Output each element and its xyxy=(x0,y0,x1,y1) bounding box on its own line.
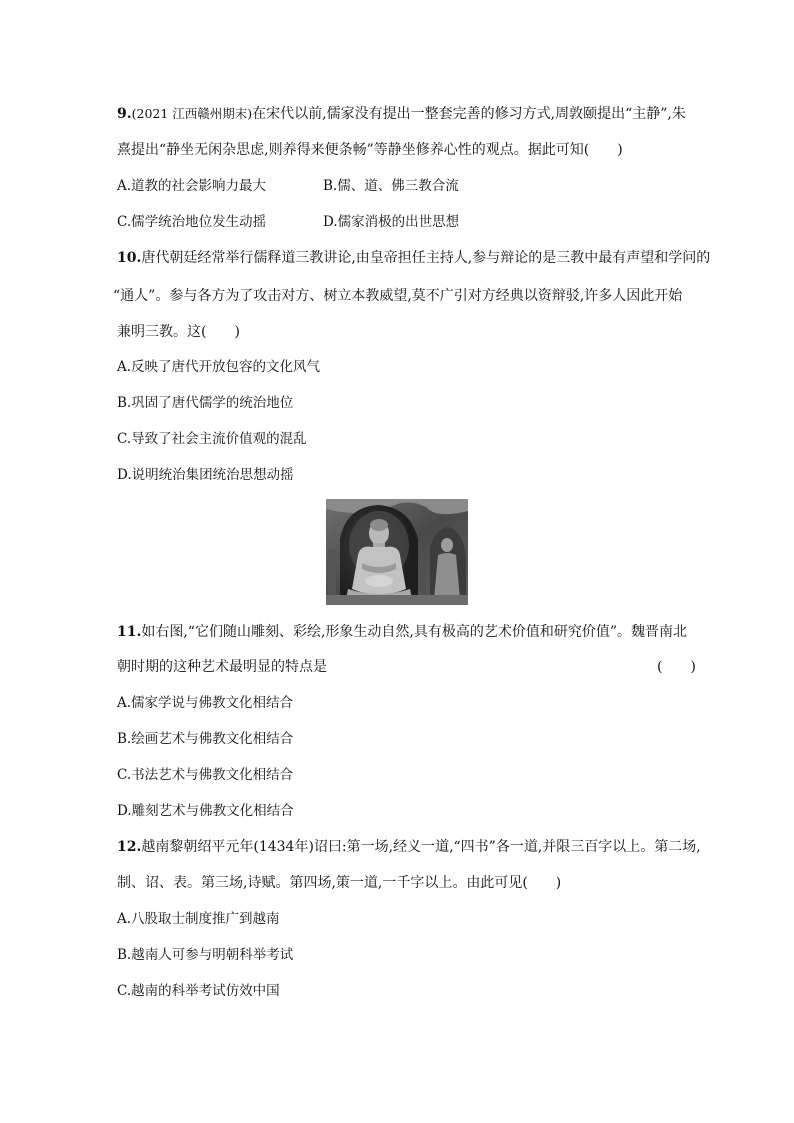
q11-option-c[interactable]: C.书法艺术与佛教文化相结合 xyxy=(117,767,294,783)
q11-number: 11. xyxy=(117,624,142,640)
q11-answer-blank[interactable]: ( ) xyxy=(657,659,696,675)
q11-stem-line-1: 如右图,“它们随山雕刻、彩绘,形象生动自然,具有极高的艺术价值和研究价值”。魏晋南北 xyxy=(141,624,688,640)
q9-option-c[interactable]: C.儒学统治地位发生动摇 xyxy=(117,214,267,230)
q10-option-d[interactable]: D.说明统治集团统治思想动摇 xyxy=(117,467,294,483)
q10-number: 10. xyxy=(117,250,142,266)
q12-option-b[interactable]: B.越南人可参与明朝科举考试 xyxy=(117,947,294,963)
q12-stem-line-2: 制、诏、表。第三场,诗赋。第四场,策一道,一千字以上。由此可见( ) xyxy=(117,875,562,891)
q10-stem-line-3: 兼明三教。这( ) xyxy=(117,324,240,340)
q9-line-1 xyxy=(117,104,686,124)
q10-option-b[interactable]: B.巩固了唐代儒学的统治地位 xyxy=(117,395,294,411)
q10-line-1 xyxy=(117,248,710,268)
q9-number: 9. xyxy=(117,106,132,122)
q10-option-a[interactable]: A.反映了唐代开放包容的文化风气 xyxy=(117,359,321,375)
q9-option-d[interactable]: D.儒家消极的出世思想 xyxy=(323,214,460,230)
q12-option-a[interactable]: A.八股取士制度推广到越南 xyxy=(117,911,280,927)
q9-source: (2021 江西赣州期末) xyxy=(131,106,253,121)
q11-line-1 xyxy=(117,622,687,642)
q9-stem-line-2: 熹提出“静坐无闲杂思虑,则养得来便条畅”等静坐修养心性的观点。据此可知( ) xyxy=(117,142,623,158)
q12-line-1 xyxy=(117,837,701,857)
q11-option-b[interactable]: B.绘画艺术与佛教文化相结合 xyxy=(117,731,294,747)
q10-stem-line-2: “通人”。参与各方为了攻击对方、树立本教威望,莫不广引对方经典以资辩驳,许多人因此开始 xyxy=(113,288,683,304)
q9-option-b[interactable]: B.儒、道、佛三教合流 xyxy=(323,178,459,194)
q11-stem-line-2: 朝时期的这种艺术最明显的特点是 xyxy=(117,659,327,675)
q12-stem-line-1: 越南黎朝绍平元年(1434年)诏曰:第一场,经义一道,“四书”各一道,并限三百字以上。第二场, xyxy=(141,839,701,855)
buddha-grotto-photo xyxy=(326,499,468,605)
q9-stem-line-1: 在宋代以前,儒家没有提出一整套完善的修习方式,周敦颐提出“主静”,朱 xyxy=(252,106,686,122)
q10-option-c[interactable]: C.导致了社会主流价值观的混乱 xyxy=(117,431,307,447)
q12-number: 12. xyxy=(117,839,142,855)
q11-option-d[interactable]: D.雕刻艺术与佛教文化相结合 xyxy=(117,803,294,819)
q12-option-c[interactable]: C.越南的科举考试仿效中国 xyxy=(117,983,280,999)
q11-option-a[interactable]: A.儒家学说与佛教文化相结合 xyxy=(117,695,294,711)
q9-option-a[interactable]: A.道教的社会影响力最大 xyxy=(117,178,267,194)
q10-stem-line-1: 唐代朝廷经常举行儒释道三教讲论,由皇帝担任主持人,参与辩论的是三教中最有声望和学问的 xyxy=(141,250,711,266)
